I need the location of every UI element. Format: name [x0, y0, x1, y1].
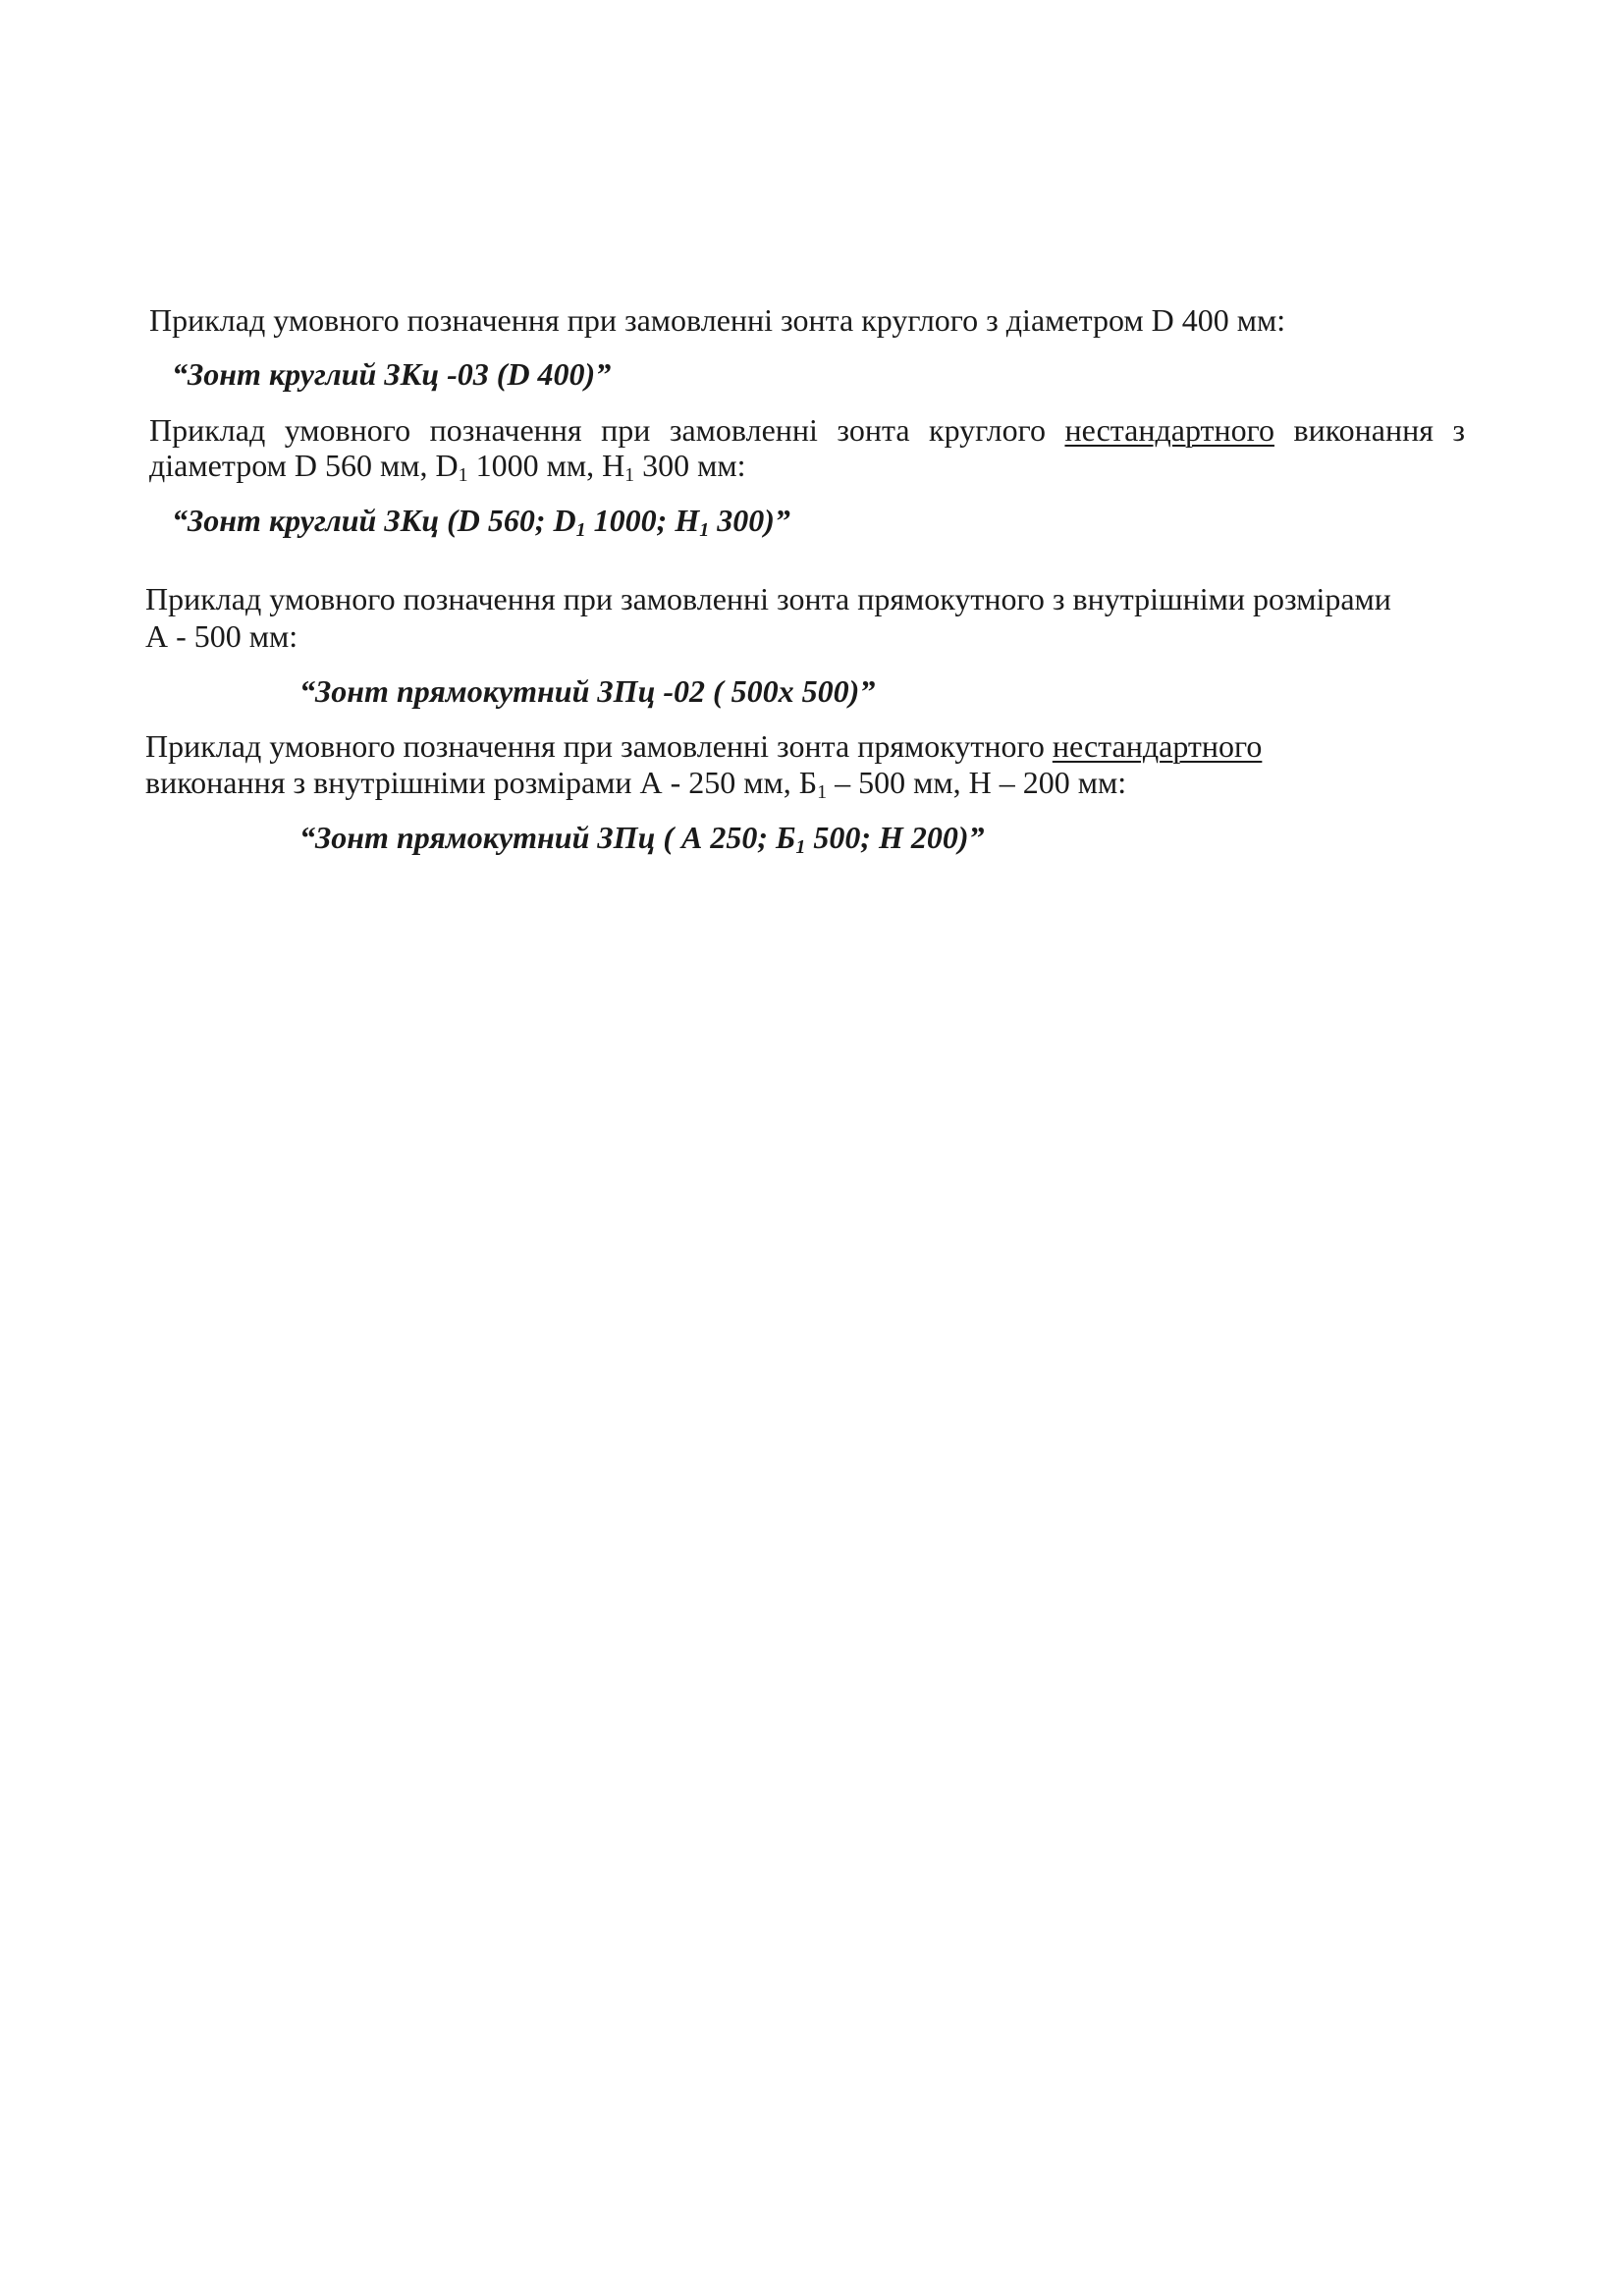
- subscript: 1: [624, 464, 635, 486]
- paragraph-round-hood-nonstandard-line1: [149, 412, 1465, 448]
- example-rect-hood-standard: [299, 673, 875, 709]
- paragraph-text: виконання з: [1293, 412, 1466, 448]
- paragraph-text: – 500 мм, Н – 200 мм:: [827, 765, 1127, 800]
- example-text: 1000; H: [585, 503, 700, 538]
- paragraph-round-hood: [149, 302, 1285, 338]
- subscript: 1: [795, 836, 806, 858]
- example-text: “Зонт круглий ЗКц (D 560; D: [172, 503, 576, 538]
- subscript: 1: [817, 781, 828, 803]
- subscript: 1: [575, 519, 586, 541]
- subscript: 1: [458, 464, 468, 486]
- example-text: 300)”: [709, 503, 790, 538]
- example-text: “Зонт прямокутний ЗПц -02 ( 500х 500)”: [299, 673, 876, 709]
- paragraph-rect-hood-nonstandard-line1: [145, 728, 1262, 764]
- subscript: 1: [699, 519, 710, 541]
- example-round-hood-standard: [172, 356, 611, 392]
- example-text: 500; Н 200)”: [805, 820, 985, 855]
- paragraph-text: діаметром D 560 мм, D: [149, 448, 459, 483]
- paragraph-rect-hood-line2: [145, 618, 298, 654]
- example-text: “Зонт прямокутний ЗПц ( А 250; Б: [299, 820, 796, 855]
- example-rect-hood-nonstandard: [299, 820, 985, 858]
- paragraph-round-hood-nonstandard-line2: [149, 448, 746, 486]
- paragraph-rect-hood-line1: [145, 581, 1391, 616]
- paragraph-text: 1000 мм, H: [467, 448, 625, 483]
- underlined-nonstandard: нестандартного: [1052, 728, 1263, 764]
- paragraph-text: виконання з внутрішніми розмірами А - 250 мм, Б: [145, 765, 818, 800]
- paragraph-text: Приклад умовного позначення при замовленні зонта прямокутного з внутрішніми розмірами: [145, 581, 1391, 616]
- paragraph-rect-hood-nonstandard-line2: [145, 765, 1127, 803]
- paragraph-text: Приклад умовного позначення при замовленні зонта круглого з діаметром D 400 мм:: [149, 302, 1286, 338]
- paragraph-text: 300 мм:: [634, 448, 746, 483]
- underlined-nonstandard: нестандартного: [1064, 412, 1274, 448]
- paragraph-text: А - 500 мм:: [145, 618, 298, 654]
- example-text: “Зонт круглий ЗКц -03 (D 400)”: [172, 356, 612, 392]
- paragraph-text: Приклад умовного позначення при замовленні зонта круглого: [149, 412, 1046, 448]
- paragraph-text: Приклад умовного позначення при замовленні зонта прямокутного: [145, 728, 1053, 764]
- example-round-hood-nonstandard: [172, 503, 790, 541]
